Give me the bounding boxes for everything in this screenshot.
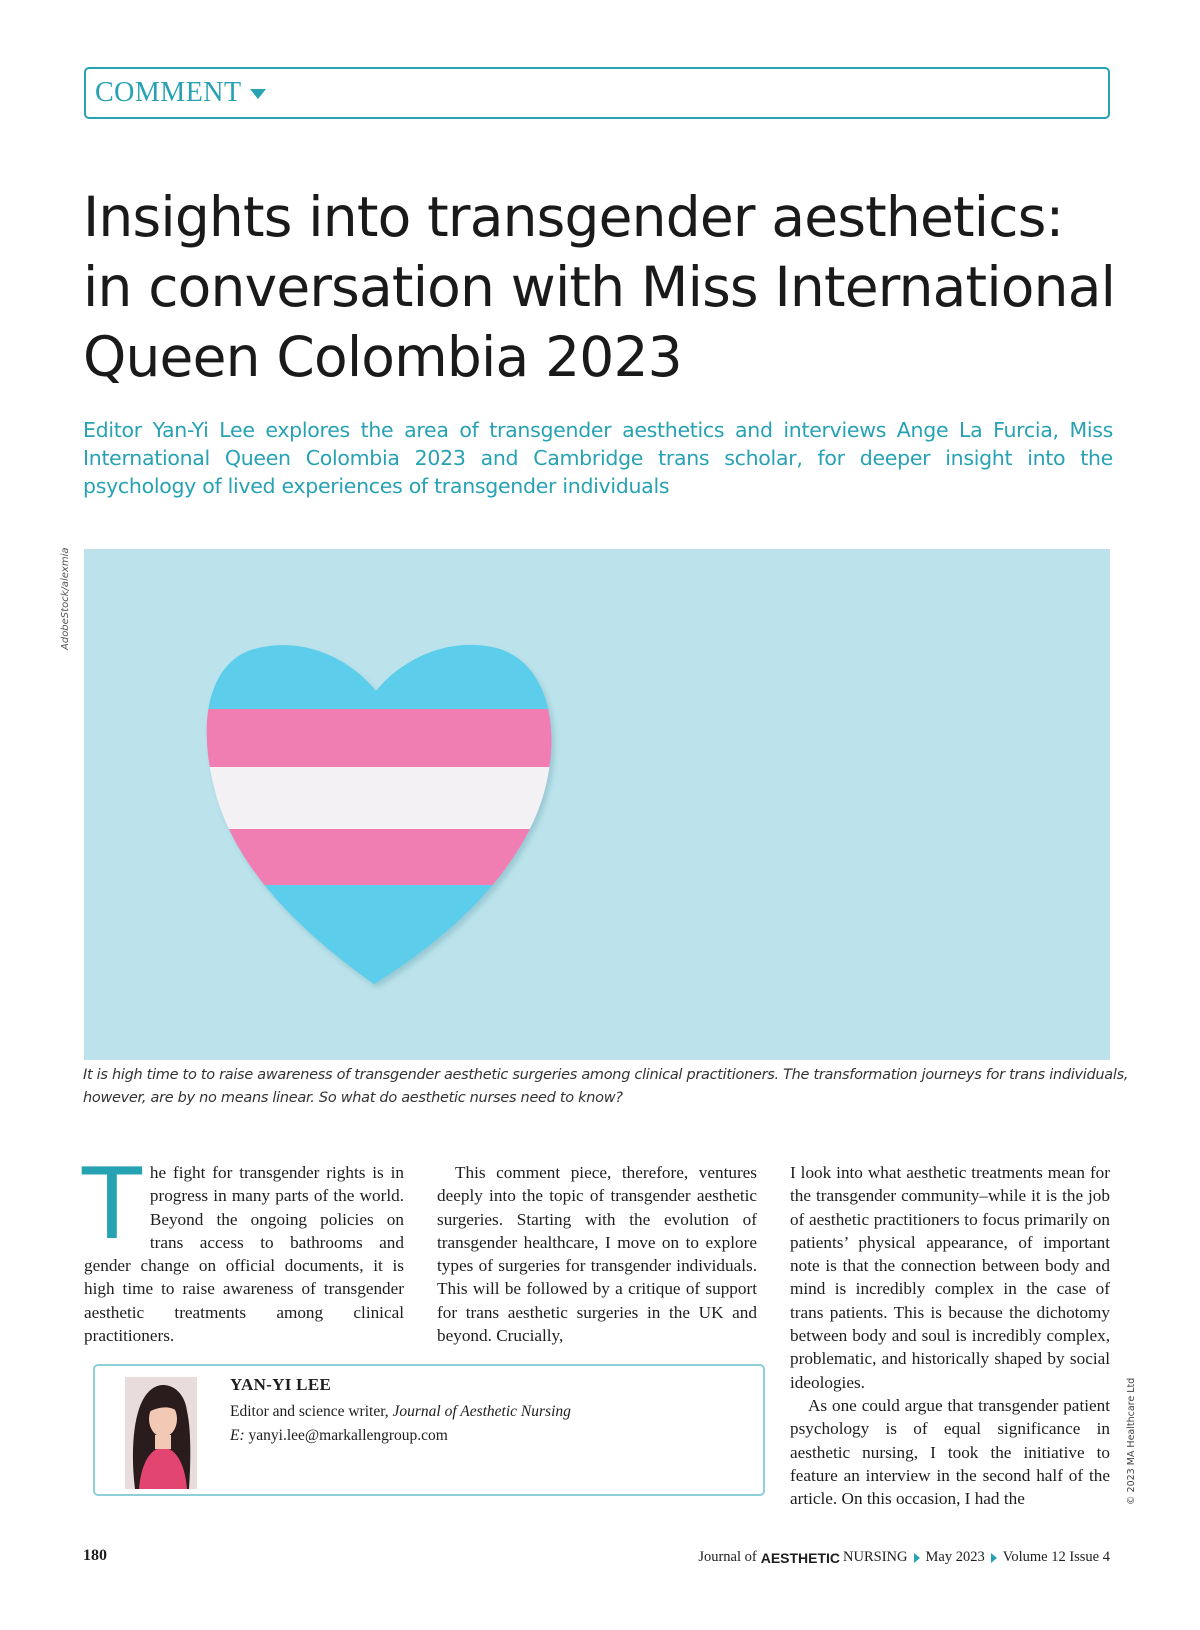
article-title [83,182,1123,392]
author-photo [125,1377,197,1489]
author-name: YAN-YI LEE [230,1375,332,1394]
body-column-3 [790,1161,1110,1510]
body-paragraph: I look into what aesthetic treatments mean for the transgender community–while it is the job of aesthetic practitioners to focus primarily on patients’ physical appearance, of important note is that the connection between body and mind is incredibly complex in the case of trans patients. This is because the dichotomy between body and soul is incredibly complex, problematic, and historically shaped by social ideologies. [790,1163,1110,1392]
standfirst: Editor Yan-Yi Lee explores the area of transgender aesthetics and interviews Ange La Furcia, Miss International Queen Colombia 2023 and Cambridge trans scholar, for deeper insight into the psychology of lived experiences of transgender individuals [83,418,1113,498]
journal-name-suffix: NURSING [843,1549,908,1565]
section-label: COMMENT [95,77,242,108]
heart-image [84,549,1110,1060]
copyright: © 2023 MA Healthcare Ltd [1126,1377,1137,1505]
email-address: yanyi.lee@markallengroup.com [244,1427,448,1444]
triangle-right-icon [914,1553,920,1563]
page-number: 180 [83,1547,107,1564]
email-label: E: [230,1427,245,1444]
heart-stripe [184,767,584,829]
image-caption [83,1064,1129,1110]
issue-date: May 2023 [925,1549,985,1565]
journal-footer [698,1549,1110,1566]
author-role [230,1403,571,1421]
title-line: Insights into transgender aesthetics: [83,185,1064,249]
avatar [125,1377,197,1489]
triangle-down-icon [250,89,266,99]
caption-line: however, are by no means linear. So what do aesthetic nurses need to know? [83,1090,623,1106]
triangle-right-icon [991,1553,997,1563]
volume-issue: Volume 12 Issue 4 [1002,1549,1110,1565]
title-line: in conversation with Miss International [83,255,1116,319]
author-box [93,1364,765,1496]
body-paragraph: he fight for transgender rights is in progress in many parts of the world. Beyond the ongoing policies on trans access to bathrooms and gender change on official documents, it is high time to raise awareness of transgender aesthetic treatments among clinical practitioners. [84,1163,404,1346]
dropcap: T [82,1148,142,1262]
body-column-1 [82,1148,404,1347]
author-journal: Journal of Aesthetic Nursing [392,1403,571,1420]
body-paragraph: As one could argue that transgender patient psychology is of equal significance in aesthetic nursing, I took the initiative to feature an interview in the second half of the article. On this occasion, I had the [790,1395,1110,1509]
author-role-prefix: Editor and science writer, [230,1403,393,1420]
body-paragraph: This comment piece, therefore, ventures deeply into the topic of transgender aesthetic surgeries. Starting with the evolution of transgender healthcare, I move on to explore types of surgeries for transgender individuals. This will be followed by a critique of support for trans aesthetic surgeries in the UK and beyond. Crucially, [437,1163,757,1346]
hero-image [84,549,1110,1060]
section-bar [84,67,1110,119]
author-email [230,1427,448,1445]
heart-stripe [184,709,584,767]
journal-name-bold: AESTHETIC [760,1549,841,1566]
image-credit: AdobeStock/alexmia [60,547,71,650]
title-line: Queen Colombia 2023 [83,325,682,389]
journal-prefix: Journal of [698,1549,757,1565]
body-column-2 [437,1161,757,1347]
caption-line: It is high time to to raise awareness of transgender aesthetic surgeries among clinical practitioners. The transformation journeys for trans individuals, [83,1067,1129,1083]
